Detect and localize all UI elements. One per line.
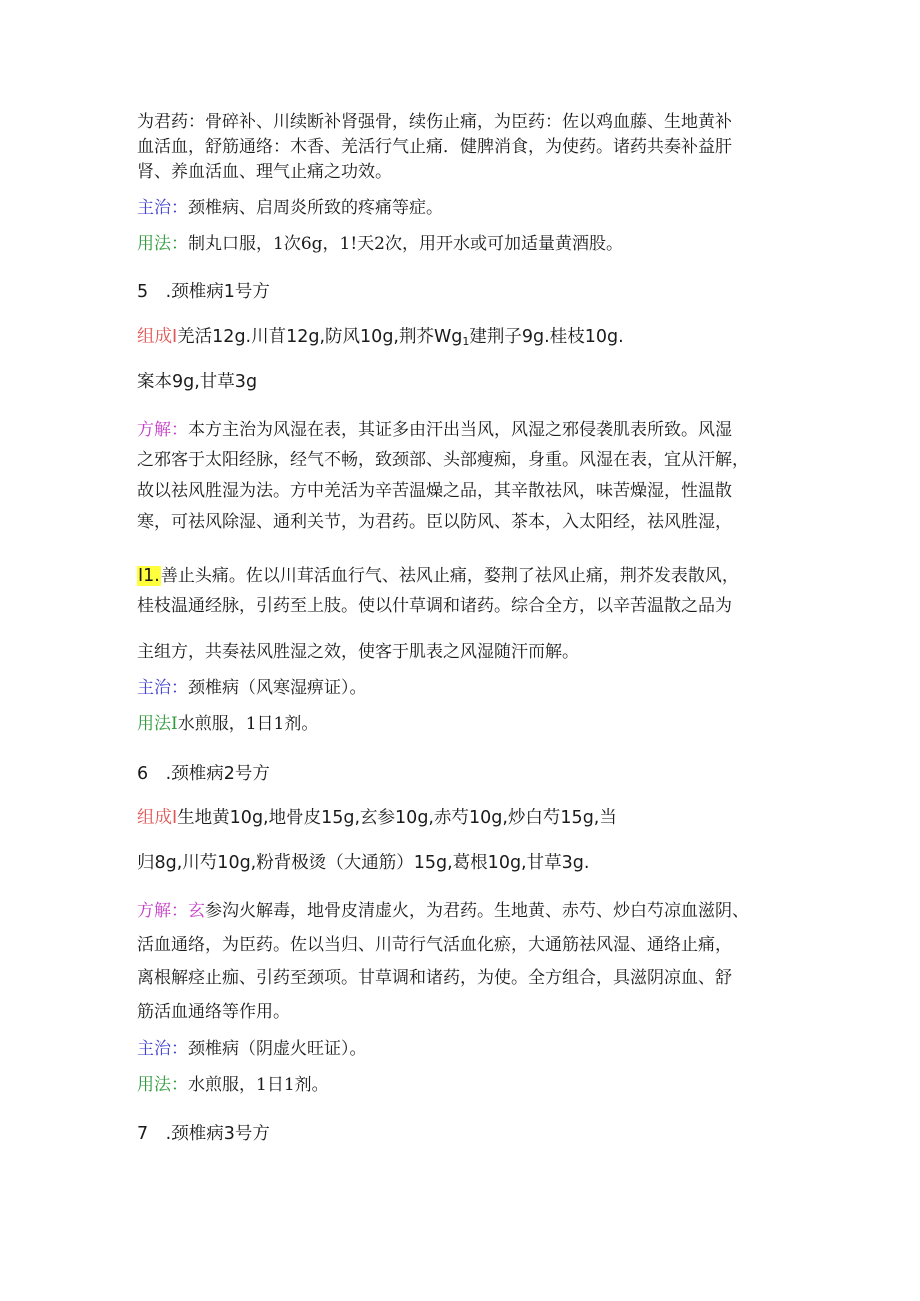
yongfa-text: 水煎服，1日1剂。 <box>188 1075 329 1095</box>
fangjie-line: 主组方，共奏祛风胜湿之效，使客于肌表之风湿随汗而解。 <box>137 642 579 662</box>
s5-yongfa <box>137 712 318 736</box>
fangjie-label: 方解：玄 <box>137 901 205 921</box>
zhuzhi-text: 颈椎病（风寒湿痹证）。 <box>188 678 367 698</box>
fangjie-text: 参沟火解毒，地骨皮清虚火，为君药。生地黄、赤芍、炒白芍凉血滋阴、 <box>205 901 749 921</box>
fangjie-text: 善止头痛。佐以川茸活血行气、祛风止痛，婺荆了祛风止痛，荆芥发表散风， <box>160 566 739 586</box>
top-text-line: 肾、养血活血、理气止痛之功效。 <box>137 162 392 182</box>
fangjie-line: 寒，可祛风除湿、通利关节，为君药。臣以防风、茶本，入太阳经，祛风胜湿， <box>137 512 732 532</box>
section-5-heading: 5 .颈椎病1号方 <box>137 282 270 302</box>
fangjie-line: 桂枝温通经脉，引药至上肢。使以什草调和诸药。综合全方，以辛苦温散之品为 <box>137 596 732 616</box>
fangjie-line: 筋活血通络等作用。 <box>137 1002 290 1022</box>
top-yongfa <box>137 232 623 256</box>
section-7-heading: 7 .颈椎病3号方 <box>137 1124 270 1144</box>
fangjie-line: 故以祛风胜湿为法。方中羌活为辛苦温燥之品，其辛散祛风，味苦燥湿，性温散 <box>137 481 732 501</box>
zhuzhi-label: 主治： <box>137 1039 188 1059</box>
yongfa-label: 用法： <box>137 234 188 254</box>
top-text-line: 血活血，舒筋通络：木香、羌活行气止痛．健脾消食，为使药。诸药共奏补益肝 <box>137 137 732 157</box>
yongfa-text: 制丸口服，1次6g，1!天2次，用开水或可加适量黄酒股。 <box>188 234 623 254</box>
yongfa-label: 用法： <box>137 1075 188 1095</box>
zhuzhi-text: 颈椎病（阴虚火旺证）。 <box>188 1039 367 1059</box>
s6-zucheng-line2: 归8g,川芍10g,粉背极烫（大通筋）15g,葛根10g,甘草3g. <box>137 853 590 873</box>
s5-zucheng-line2: 案本9g,甘草3g <box>137 372 258 392</box>
s6-zhuzhi <box>137 1037 367 1061</box>
zucheng-label: 组成I <box>137 808 178 828</box>
yongfa-text: 水煎服，1日1剂。 <box>177 714 319 734</box>
fangjie-line: 离根解痉止痂、引药至颈项。甘草调和诸药，为使。全方组合，具滋阴凉血、舒 <box>137 968 732 988</box>
s5-zucheng <box>137 325 624 354</box>
zhuzhi-label: 主治： <box>137 678 188 698</box>
fangjie-text: 本方主治为风湿在表，其证多由汗出当风，风湿之邪侵袭肌表所致。风湿 <box>188 420 732 440</box>
fangjie-line: 之邪客于太阳经脉，经气不畅，致颈部、头部瘦痴，身重。风湿在表，宜从汗解， <box>137 450 749 470</box>
zhuzhi-label: 主治： <box>137 198 188 218</box>
s5-fangjie <box>137 418 732 442</box>
zhuzhi-text: 颈椎病、启周炎所致的疼痛等症。 <box>188 198 443 218</box>
fangjie-line: 活血通络，为臣药。佐以当归、川苛行气活血化瘀，大通筋祛风湿、通络止痛， <box>137 935 732 955</box>
s6-yongfa <box>137 1073 329 1097</box>
fangjie-label: 方解： <box>137 420 188 440</box>
zucheng-subscript: 1 <box>462 335 470 348</box>
s6-zucheng <box>137 806 617 830</box>
s6-fangjie <box>137 899 749 923</box>
highlight-mark: I1. <box>138 566 160 586</box>
top-text-line: 为君药：骨碎补、川续断补肾强骨，续伤止痛，为臣药：佐以鸡血藤、生地黄补 <box>137 112 732 132</box>
yongfa-label: 用法I <box>137 714 178 734</box>
zucheng-text: 生地黄10g,地骨皮15g,玄参10g,赤芍10g,炒白芍15g,当 <box>177 808 617 828</box>
zucheng-text: 建荆子9g.桂枝10g. <box>469 327 624 347</box>
s5-zhuzhi <box>137 676 367 700</box>
zucheng-text: 羌活12g.川苜12g,防风10g,荆芥Wg <box>177 327 463 347</box>
fangjie-line <box>137 564 739 588</box>
section-6-heading: 6 .颈椎病2号方 <box>137 764 270 784</box>
top-zhuzhi <box>137 196 443 220</box>
zucheng-label: 组成I <box>137 327 178 347</box>
